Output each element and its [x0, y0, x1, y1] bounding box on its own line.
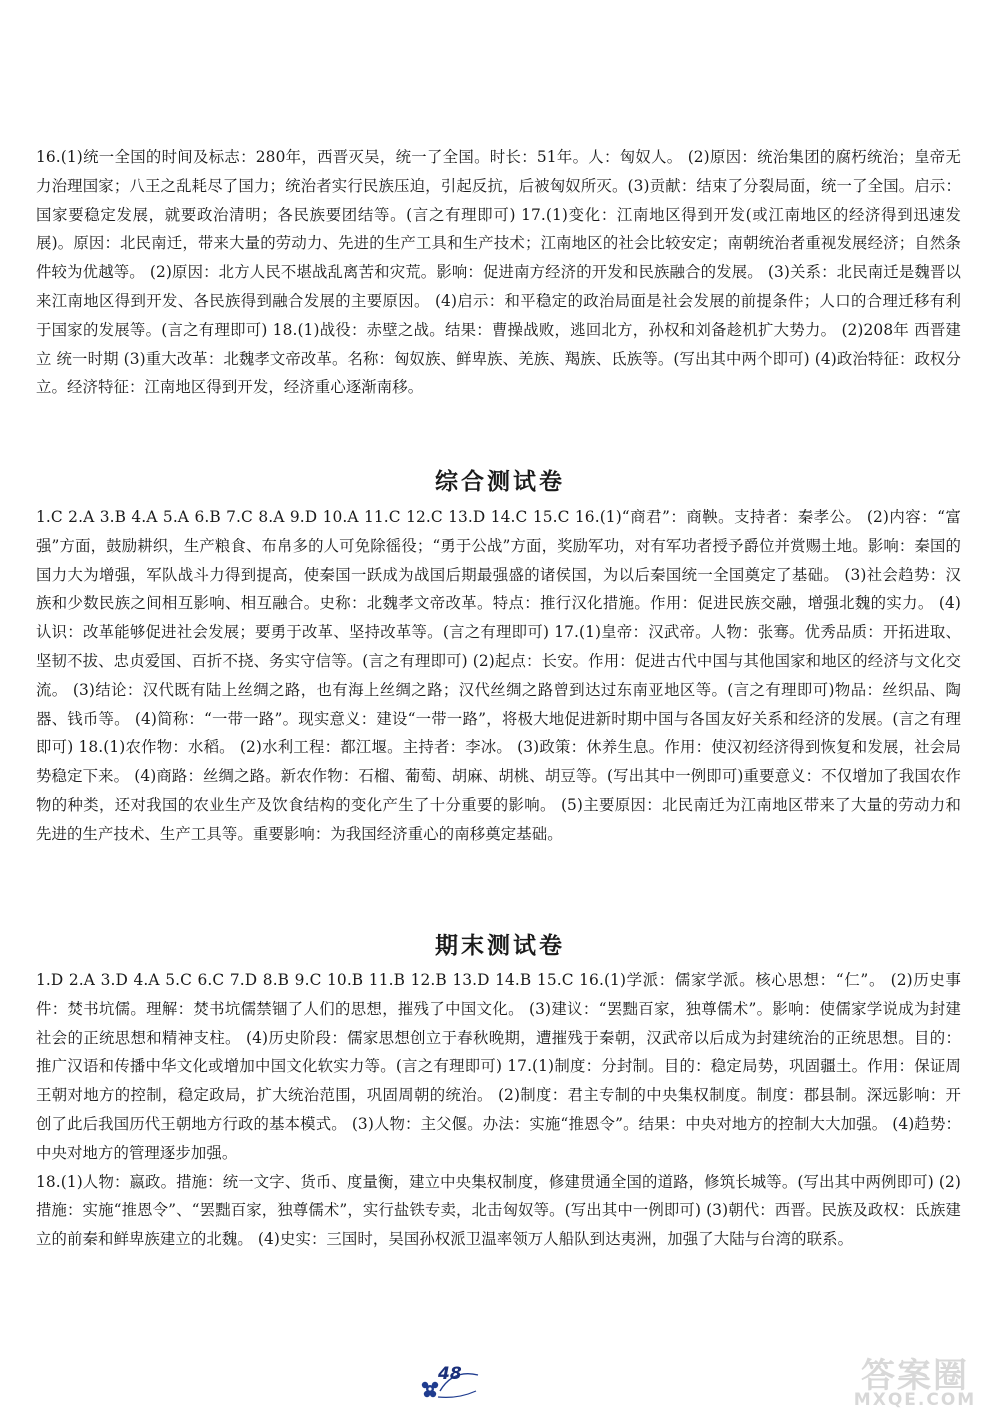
page-number-badge — [418, 1361, 488, 1401]
final-answers-paragraph-2: 18.(1)人物：嬴政。措施：统一文字、货币、度量衡，建立中央集权制度，修建贯通全国的道路，修筑长城等。(写出其中两例即可) (2)措施：实施“推恩令”、“罢黜百家，独尊儒术”，实行盐铁专卖，北击匈奴等。(写出其中一例即可) (3)朝代：西晋。民族及政权：氐族建立的前秦和鲜卑族建立的北魏。 (4)史实：三国时，吴国孙权派卫温率领万人船队到达夷洲，加强了大陆与台湾的联系。 — [36, 1172, 961, 1249]
final-answers-paragraph: 1.D 2.A 3.D 4.A 5.C 6.C 7.D 8.B 9.C 10.B 11.B 12.B 13.D 14.B 15.C 16.(1)学派：儒家学派。核心思想：“仁”。 (2)历史事件：焚书坑儒。理解：焚书坑儒禁锢了人们的思想，摧残了中国文化。 (3)建议：“罢黜百家，独尊儒术”。影响：使儒家学说成为封建社会的正统思想和精神支柱。 (4)历史阶段：儒家思想创立于春秋晚期，遭摧残于秦朝，汉武帝以后成为封建统治的正统思想。目的：推广汉语和传播中华文化或增加中国文化软实力等。(言之有理即可) 17.(1)制度：分封制。目的：稳定局势，巩固疆土。作用：保证周王朝对地方的控制，稳定政局，扩大统治范围，巩固周朝的统治。 (2)制度：君主专制的中央集权制度。制度：郡县制。深远影响：开创了此后我国历代王朝地方行政的基本模式。 (3)人物：主父偃。办法：实施“推恩令”。结果：中央对地方的控制大大加强。 (4)趋势：中央对地方的管理逐步加强。 — [36, 971, 961, 1162]
answers-block-final — [36, 966, 961, 1254]
section-title-final: 期末测试卷 — [435, 932, 565, 959]
answers-intro-paragraph: 16.(1)统一全国的时间及标志：280年，西晋灭吴，统一了全国。时长：51年。人：匈奴人。 (2)原因：统治集团的腐朽统治；皇帝无力治理国家；八王之乱耗尽了国力；统治者实行民族压迫，引起反抗，后被匈奴所灭。(3)贡献：结束了分裂局面，统一了全国。启示：国家要稳定发展，就要政治清明；各民族要团结等。(言之有理即可) 17.(1)变化：江南地区得到开发(或江南地区的经济得到迅速发展)。原因：北民南迁，带来大量的劳动力、先进的生产工具和生产技术；江南地区的社会比较安定；南朝统治者重视发展经济；自然条件较为优越等。 (2)原因：北方人民不堪战乱离苦和灾荒。影响：促进南方经济的开发和民族融合的发展。 (3)关系：北民南迁是魏晋以来江南地区得到开发、各民族得到融合发展的主要原因。 (4)启示：和平稳定的政治局面是社会发展的前提条件；人口的合理迁移有利于国家的发展等。(言之有理即可) 18.(1)战役：赤壁之战。结果：曹操战败，逃回北方，孙权和刘备趁机扩大势力。 (2)208年 西晋建立 统一时期 (3)重大改革：北魏孝文帝改革。名称：匈奴族、鲜卑族、羌族、羯族、氐族等。(写出其中两个即可) (4)政治特征：政权分立。经济特征：江南地区得到开发，经济重心逐渐南移。 — [36, 148, 961, 397]
comprehensive-answers-paragraph: 1.C 2.A 3.B 4.A 5.A 6.B 7.C 8.A 9.D 10.A 11.C 12.C 13.D 14.C 15.C 16.(1)“商君”：商鞅。支持者：秦孝公。 (2)内容：“富强”方面，鼓励耕织，生产粮食、布帛多的人可免除徭役；“勇于公战”方面，奖励军功，对有军功者授予爵位并赏赐土地。影响：秦国的国力大为增强，军队战斗力得到提高，使秦国一跃成为战国后期最强盛的诸侯国，为以后秦国统一全国奠定了基础。 (3)社会趋势：汉族和少数民族之间相互影响、相互融合。史称：北魏孝文帝改革。特点：推行汉化措施。作用：促进民族交融，增强北魏的实力。 (4)认识：改革能够促进社会发展；要勇于改革、坚持改革等。(言之有理即可) 17.(1)皇帝：汉武帝。人物：张骞。优秀品质：开拓进取、坚韧不拔、忠贞爱国、百折不挠、务实守信等。(言之有理即可) (2)起点：长安。作用：促进古代中国与其他国家和地区的经济与文化交流。 (3)结论：汉代既有陆上丝绸之路，也有海上丝绸之路；汉代丝绸之路曾到达过东南亚地区等。(言之有理即可)物品：丝织品、陶器、钱币等。 (4)简称：“一带一路”。现实意义：建设“一带一路”，将极大地促进新时期中国与各国友好关系和经济的发展。(言之有理即可) 18.(1)农作物：水稻。 (2)水利工程：都江堰。主持者：李冰。 (3)政策：休养生息。作用：使汉初经济得到恢复和发展，社会局势稳定下来。 (4)商路：丝绸之路。新农作物：石榴、葡萄、胡麻、胡桃、胡豆等。(写出其中一例即可)重要意义：不仅增加了我国农作物的种类，还对我国的农业生产及饮食结构的变化产生了十分重要的影响。 (5)主要原因：北民南迁为江南地区带来了大量的劳动力和先进的生产技术、生产工具等。重要影响：为我国经济重心的南移奠定基础。 — [36, 508, 961, 843]
watermark-sub-text: MXQE.COM — [853, 1390, 977, 1410]
watermark-main-text: 答案圈 — [861, 1356, 969, 1396]
answers-block-comprehensive — [36, 503, 961, 849]
page-number: 48 — [438, 1364, 462, 1384]
watermark-logo — [840, 1348, 990, 1414]
answers-block-intro — [36, 143, 961, 402]
section-title-comprehensive: 综合测试卷 — [435, 468, 565, 495]
